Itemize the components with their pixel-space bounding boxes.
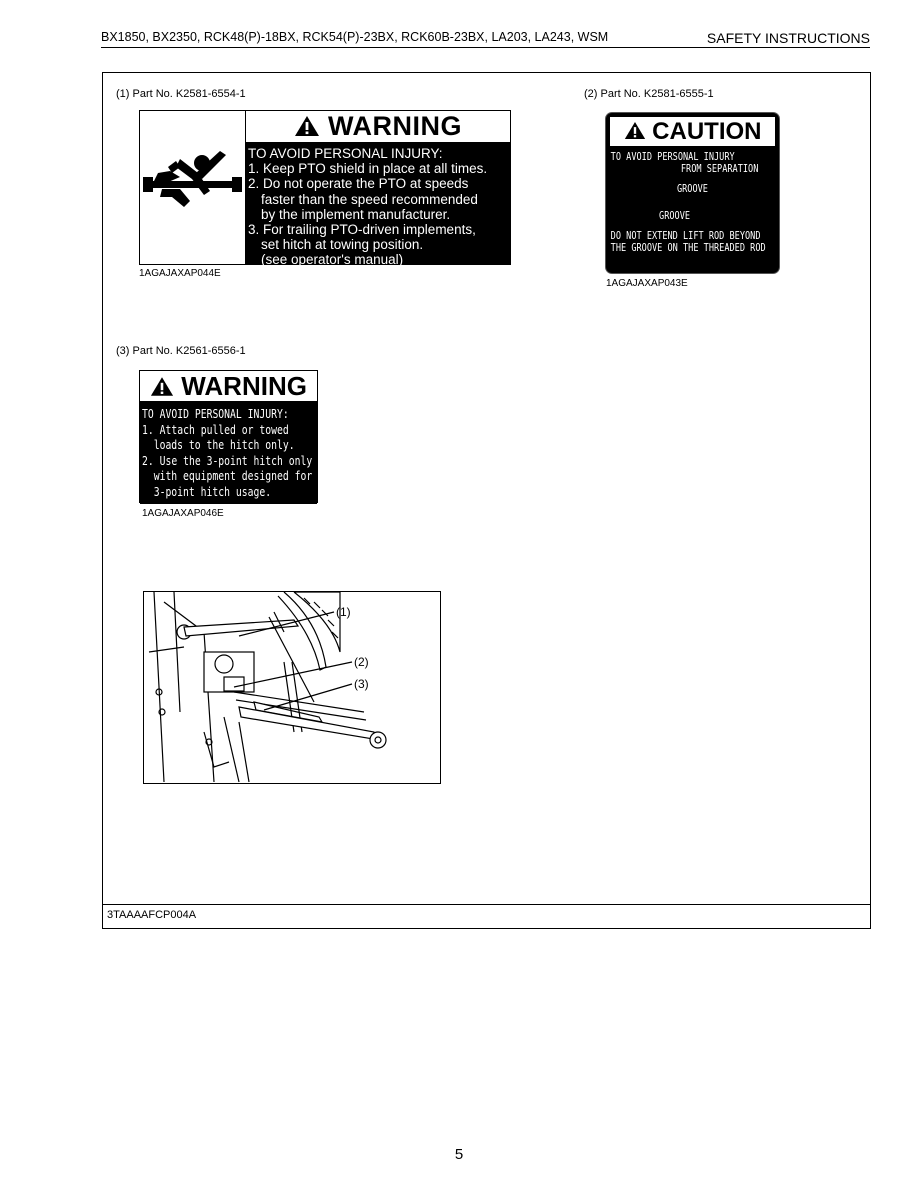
decal-3-text: TO AVOID PERSONAL INJURY: 1. Attach pulled or towed loads to the hitch only. 2. Use the 3-point hitch only with equipment designed for 3-point hitch usage. [140, 403, 317, 504]
decal-3-heading: WARNING [140, 371, 317, 403]
warning-triangle-icon [294, 111, 328, 141]
frame-footer-rule [102, 904, 871, 905]
figure-code: 3TAAAAFCP004A [107, 909, 197, 921]
callout-3: (3) [354, 677, 369, 691]
caution-decal-2 [605, 112, 780, 274]
decal-code-3: 1AGAJAXAP046E [142, 508, 224, 519]
decal-2-heading: CAUTION [609, 116, 776, 147]
decal-1-text: TO AVOID PERSONAL INJURY: 1. Keep PTO shield in place at all times. 2. Do not operate the PTO at speeds faster than the speed recommended by the implement manufacturer. 3. For trailing PTO-driven implements, set hitch at towing position. (see operator's manual) [245, 144, 510, 264]
decal-2-text: TO AVOID PERSONAL INJURY FROM SEPARATION GROOVE GROOVE DO NOT EXTEND LIFT ROD BEYOND THE GROOVE ON THE THREADED ROD [610, 150, 766, 254]
decal-code-2: 1AGAJAXAP043E [606, 278, 688, 289]
part-label-3: (3) Part No. K2561-6556-1 [116, 345, 246, 357]
part-label-2: (2) Part No. K2581-6555-1 [584, 88, 714, 100]
header-models: BX1850, BX2350, RCK48(P)-18BX, RCK54(P)-23BX, RCK60B-23BX, LA203, LA243, WSM [101, 30, 609, 44]
warning-decal-3 [139, 370, 318, 503]
callout-1: (1) [336, 605, 351, 619]
decal-code-1: 1AGAJAXAP044E [139, 268, 221, 279]
warning-triangle-icon [624, 118, 653, 145]
part-label-1: (1) Part No. K2581-6554-1 [116, 88, 246, 100]
page-number: 5 [454, 1146, 464, 1163]
header-section: SAFETY INSTRUCTIONS [706, 30, 870, 46]
header-rule [101, 47, 870, 48]
tractor-hitch-diagram [143, 591, 441, 784]
warning-decal-1 [139, 110, 511, 268]
callout-2: (2) [354, 655, 369, 669]
warning-triangle-icon [150, 371, 181, 401]
pto-entanglement-pictogram [140, 111, 245, 264]
decal-1-heading: WARNING [245, 111, 510, 144]
